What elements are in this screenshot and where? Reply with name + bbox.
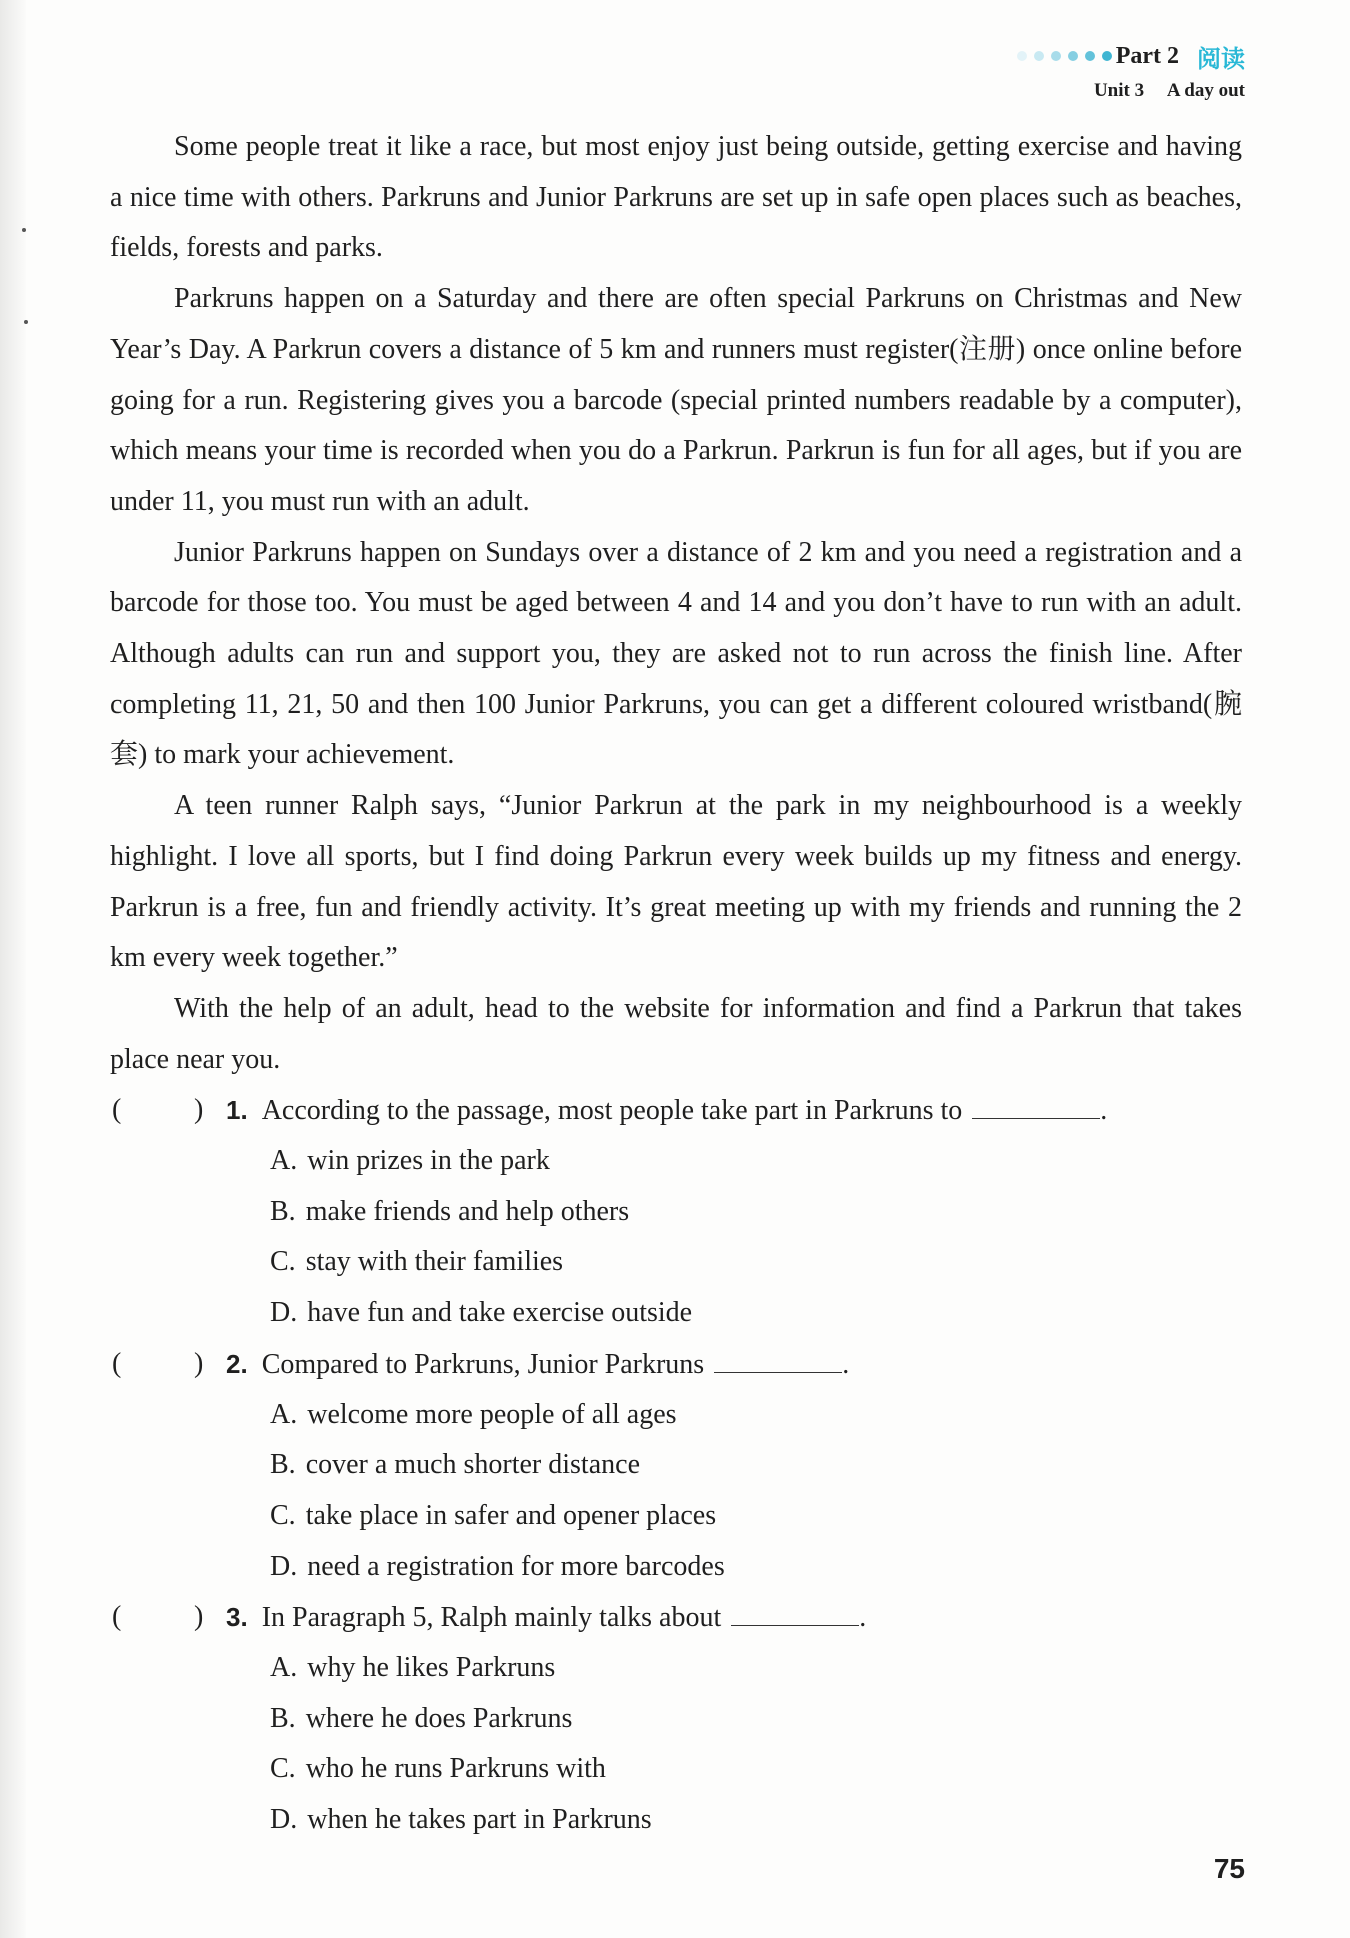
answer-option[interactable] [270,1542,1242,1593]
answer-blank[interactable] [972,1092,1100,1119]
option-letter: C. [270,1246,296,1278]
dot-icon [1068,51,1078,61]
answer-option[interactable] [270,1440,1242,1491]
option-letter: A. [270,1652,298,1684]
option-text: who he runs Parkruns with [305,1753,606,1785]
question-3 [110,1592,1242,1643]
option-text: why he likes Parkruns [307,1652,556,1684]
dot-icon [1051,51,1061,61]
question-1 [110,1085,1242,1136]
answer-bracket-open[interactable]: ( [112,1601,122,1633]
running-header [1017,38,1245,102]
binding-edge-shadow [0,0,26,1938]
passage-paragraph: A teen runner Ralph says, “Junior Parkrun at the park in my neighbourhood is a weekly highlight. I love all sports, but I find doing Parkrun every week builds up my fitness and energy. Parkrun is a free, fun and friendly activity. It’s great meeting up with my friends and running the 2 km every week together.” [110,790,1242,974]
dot-icon [1034,51,1044,61]
option-letter: D. [270,1804,298,1836]
answer-option[interactable] [270,1643,1242,1694]
answer-option[interactable] [270,1694,1242,1745]
option-text: stay with their families [305,1246,564,1278]
question-2 [110,1339,1242,1390]
question-period: . [1100,1095,1108,1127]
option-letter: D. [270,1550,298,1582]
option-letter: C. [270,1499,296,1531]
answer-bracket-close[interactable]: ) [194,1347,204,1379]
option-text: welcome more people of all ages [307,1398,677,1430]
page-number: 75 [1213,1853,1245,1884]
answer-bracket-close[interactable]: ) [194,1601,204,1633]
answer-blank[interactable] [714,1346,842,1373]
reading-content [110,122,1242,1846]
option-text: where he does Parkruns [305,1702,573,1734]
option-text: have fun and take exercise outside [307,1297,693,1329]
passage-paragraph: Some people treat it like a race, but most enjoy just being outside, getting exercise and having a nice time with others. Parkruns and Junior Parkruns are set up in safe open places such as beaches, fields, forests and parks. [110,131,1242,264]
section-label: 阅读 [1197,44,1245,73]
question-number: 2. [226,1348,248,1379]
dot-icon [1017,51,1027,61]
option-text: take place in safer and opener places [305,1499,717,1531]
question-period: . [842,1348,850,1380]
passage-paragraph: Parkruns happen on a Saturday and there are often special Parkruns on Christmas and New Year’s Day. A Parkrun covers a distance of 5 km and runners must register(注册) once online before going for a run. Registering gives you a barcode (special printed numbers readable by a computer), which means your time is recorded when you do a Parkrun. Parkrun is fun for all ages, but if you are under 11, you must run with an adult. [110,283,1242,517]
question-stem: Compared to Parkruns, Junior Parkruns [261,1348,705,1380]
question-stem: In Paragraph 5, Ralph mainly talks about [261,1602,722,1634]
scan-speck [22,228,26,232]
unit-label: Unit 3 [1093,80,1145,101]
decorative-dots [1017,51,1112,61]
question-number: 1. [226,1095,248,1126]
answer-bracket-open[interactable]: ( [112,1347,122,1379]
dot-icon [1102,51,1112,61]
option-text: win prizes in the park [307,1145,550,1177]
passage-paragraph: Junior Parkruns happen on Sundays over a distance of 2 km and you need a registration and a barcode for those too. You must be aged between 4 and 14 and you don’t have to run with an adult. Although adults can run and support you, they are asked not to run across the finish line. After completing 11, 21, 50 and then 100 Junior Parkruns, you can get a different coloured wristband(腕套) to mark your achievement. [110,536,1242,771]
answer-option[interactable] [270,1288,1242,1339]
option-text: need a registration for more barcodes [307,1550,725,1582]
question-stem: According to the passage, most people take part in Parkruns to [261,1095,963,1127]
option-letter: C. [270,1753,296,1785]
question-period: . [859,1602,867,1634]
part-label: Part 2 [1115,42,1179,69]
option-text: make friends and help others [305,1195,630,1227]
option-letter: B. [270,1195,296,1227]
dot-icon [1085,51,1095,61]
option-letter: B. [270,1449,296,1481]
answer-option[interactable] [270,1491,1242,1542]
option-letter: D. [270,1297,298,1329]
option-text: cover a much shorter distance [305,1449,640,1481]
answer-option[interactable] [270,1187,1242,1238]
option-letter: B. [270,1702,296,1734]
option-letter: A. [270,1145,298,1177]
answer-option[interactable] [270,1795,1242,1846]
scan-speck [24,320,28,324]
answer-bracket-close[interactable]: ) [194,1094,204,1126]
answer-bracket-open[interactable]: ( [112,1094,122,1126]
answer-option[interactable] [270,1390,1242,1441]
answer-option[interactable] [270,1136,1242,1187]
option-letter: A. [270,1398,298,1430]
answer-option[interactable] [270,1237,1242,1288]
unit-title: A day out [1166,80,1245,101]
answer-blank[interactable] [731,1599,859,1626]
question-number: 3. [226,1602,248,1633]
passage-paragraph: With the help of an adult, head to the website for information and find a Parkrun that takes place near you. [110,992,1242,1075]
answer-option[interactable] [270,1744,1242,1795]
option-text: when he takes part in Parkruns [307,1804,652,1836]
